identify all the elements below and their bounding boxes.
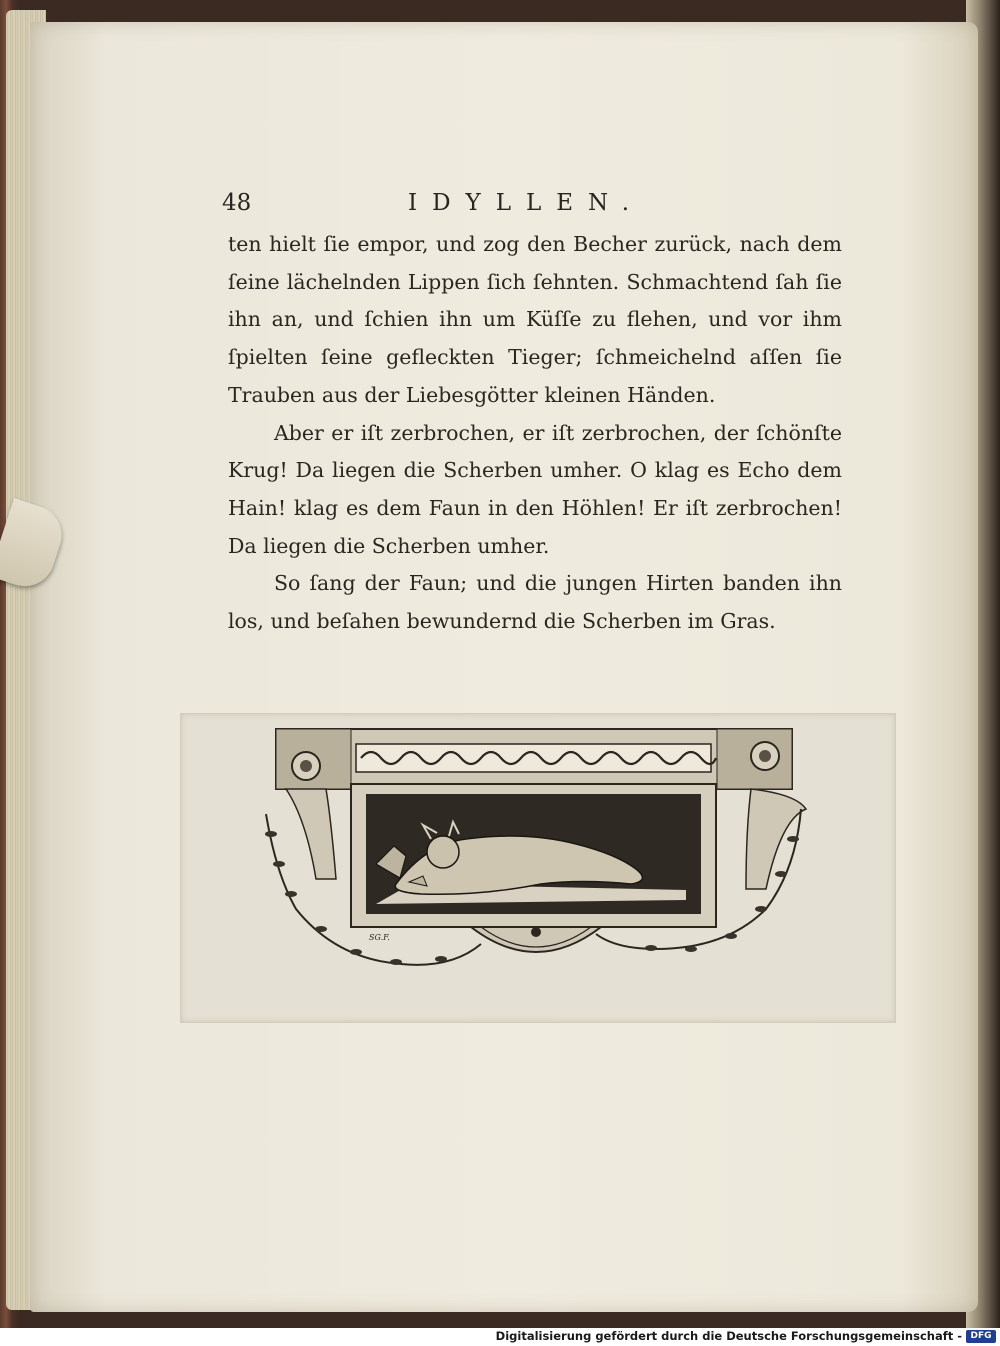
- page-number: 48: [222, 190, 252, 216]
- frieze-bar: [276, 729, 792, 789]
- bracket-left: [286, 789, 336, 879]
- dfg-logo: DFG: [966, 1330, 996, 1343]
- rosette-left: [292, 752, 320, 780]
- central-panel: [351, 784, 716, 927]
- paragraph: So ſang der Faun; und die jungen Hirten banden ihn los, und beſahen bewundernd die Scherben im Gras.: [228, 571, 842, 634]
- paragraph: Aber er iſt zerbrochen, er iſt zerbrochen, der ſchönſte Krug! Da liegen die Scherben umher. O klag es Echo dem Hain! klag es dem Faun in den Höhlen! Er iſt zerbrochen! Da liegen die Scherben umher.: [228, 420, 842, 558]
- engraver-signature: SG.F.: [369, 933, 390, 942]
- footer-bar: [0, 1328, 1000, 1346]
- paragraph: ten hielt ſie empor, und zog den Becher zurück, nach dem ſeine lächelnden Lippen ſich ſehnten. Schmachtend ſah ſie ihn an, und ſchien ihn um Küſſe zu flehen, und vor ihm ſpielten ſeine gefleckten Tieger; ſchmeichelnd aſſen ſie Trauben aus der Liebesgötter kleinen Händen.: [228, 232, 842, 407]
- engraving-plate: [180, 713, 896, 1023]
- engraving-illustration: [181, 714, 895, 1022]
- body-text: [228, 226, 842, 641]
- running-title: IDYLLEN.: [408, 190, 645, 216]
- lower-medallion: [471, 927, 601, 952]
- rosette-right: [751, 742, 779, 770]
- funding-credit: Digitalisierung gefördert durch die Deutsche Forschungsgemeinschaft -: [495, 1329, 962, 1343]
- page-header: [222, 190, 842, 220]
